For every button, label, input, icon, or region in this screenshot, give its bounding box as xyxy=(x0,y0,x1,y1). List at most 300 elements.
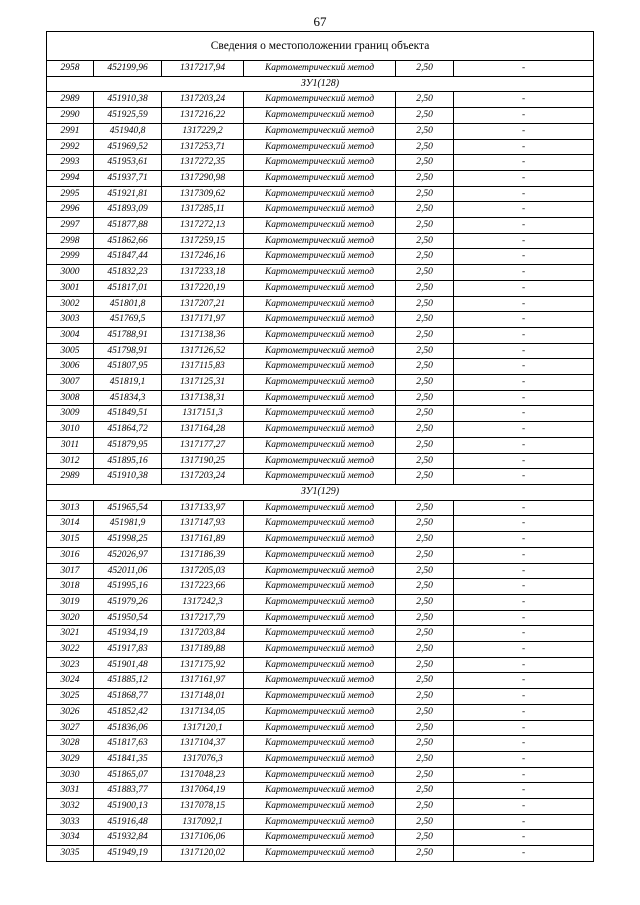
point-number-cell: 2989 xyxy=(47,469,94,485)
description-cell: - xyxy=(454,846,594,862)
x-coordinate-cell: 451953,61 xyxy=(94,155,162,171)
y-coordinate-cell: 1317120,1 xyxy=(162,720,244,736)
table-row xyxy=(47,327,594,343)
method-cell: Картометрический метод xyxy=(244,406,396,422)
accuracy-cell: 2,50 xyxy=(396,422,454,438)
description-cell: - xyxy=(454,673,594,689)
x-coordinate-cell: 451769,5 xyxy=(94,312,162,328)
y-coordinate-cell: 1317189,88 xyxy=(162,642,244,658)
method-cell: Картометрический метод xyxy=(244,359,396,375)
method-cell: Картометрический метод xyxy=(244,186,396,202)
method-cell: Картометрический метод xyxy=(244,767,396,783)
description-cell: - xyxy=(454,579,594,595)
accuracy-cell: 2,50 xyxy=(396,642,454,658)
method-cell: Картометрический метод xyxy=(244,139,396,155)
point-number-cell: 3023 xyxy=(47,657,94,673)
description-cell: - xyxy=(454,516,594,532)
description-cell: - xyxy=(454,312,594,328)
table-row xyxy=(47,500,594,516)
method-cell: Картометрический метод xyxy=(244,846,396,862)
method-cell: Картометрический метод xyxy=(244,123,396,139)
x-coordinate-cell: 451916,48 xyxy=(94,814,162,830)
table-row xyxy=(47,170,594,186)
y-coordinate-cell: 1317233,18 xyxy=(162,265,244,281)
point-number-cell: 3027 xyxy=(47,720,94,736)
point-number-cell: 2997 xyxy=(47,218,94,234)
table-row xyxy=(47,233,594,249)
x-coordinate-cell: 451841,35 xyxy=(94,751,162,767)
x-coordinate-cell: 451798,91 xyxy=(94,343,162,359)
method-cell: Картометрический метод xyxy=(244,296,396,312)
y-coordinate-cell: 1317161,89 xyxy=(162,532,244,548)
x-coordinate-cell: 451817,01 xyxy=(94,280,162,296)
section-header-row xyxy=(47,484,594,500)
point-number-cell: 3012 xyxy=(47,453,94,469)
y-coordinate-cell: 1317272,35 xyxy=(162,155,244,171)
point-number-cell: 3008 xyxy=(47,390,94,406)
y-coordinate-cell: 1317203,84 xyxy=(162,626,244,642)
accuracy-cell: 2,50 xyxy=(396,327,454,343)
x-coordinate-cell: 451832,23 xyxy=(94,265,162,281)
table-row xyxy=(47,642,594,658)
boundary-coordinates-table xyxy=(46,31,594,862)
accuracy-cell: 2,50 xyxy=(396,108,454,124)
method-cell: Картометрический метод xyxy=(244,830,396,846)
point-number-cell: 2998 xyxy=(47,233,94,249)
method-cell: Картометрический метод xyxy=(244,594,396,610)
point-number-cell: 2989 xyxy=(47,92,94,108)
accuracy-cell: 2,50 xyxy=(396,343,454,359)
table-row xyxy=(47,751,594,767)
table-body xyxy=(47,61,594,862)
x-coordinate-cell: 451788,91 xyxy=(94,327,162,343)
y-coordinate-cell: 1317106,06 xyxy=(162,830,244,846)
method-cell: Картометрический метод xyxy=(244,155,396,171)
method-cell: Картометрический метод xyxy=(244,579,396,595)
accuracy-cell: 2,50 xyxy=(396,453,454,469)
description-cell: - xyxy=(454,532,594,548)
accuracy-cell: 2,50 xyxy=(396,500,454,516)
table-row xyxy=(47,799,594,815)
point-number-cell: 3010 xyxy=(47,422,94,438)
point-number-cell: 3007 xyxy=(47,375,94,391)
method-cell: Картометрический метод xyxy=(244,327,396,343)
description-cell: - xyxy=(454,657,594,673)
table-row xyxy=(47,689,594,705)
point-number-cell: 2995 xyxy=(47,186,94,202)
description-cell: - xyxy=(454,108,594,124)
description-cell: - xyxy=(454,642,594,658)
accuracy-cell: 2,50 xyxy=(396,626,454,642)
accuracy-cell: 2,50 xyxy=(396,61,454,77)
table-row xyxy=(47,610,594,626)
method-cell: Картометрический метод xyxy=(244,233,396,249)
table-row xyxy=(47,673,594,689)
x-coordinate-cell: 451862,66 xyxy=(94,233,162,249)
method-cell: Картометрический метод xyxy=(244,437,396,453)
method-cell: Картометрический метод xyxy=(244,375,396,391)
y-coordinate-cell: 1317133,97 xyxy=(162,500,244,516)
x-coordinate-cell: 451885,12 xyxy=(94,673,162,689)
method-cell: Картометрический метод xyxy=(244,343,396,359)
accuracy-cell: 2,50 xyxy=(396,767,454,783)
y-coordinate-cell: 1317151,3 xyxy=(162,406,244,422)
x-coordinate-cell: 451868,77 xyxy=(94,689,162,705)
table-row xyxy=(47,61,594,77)
accuracy-cell: 2,50 xyxy=(396,610,454,626)
table-row xyxy=(47,390,594,406)
point-number-cell: 3024 xyxy=(47,673,94,689)
accuracy-cell: 2,50 xyxy=(396,375,454,391)
accuracy-cell: 2,50 xyxy=(396,751,454,767)
y-coordinate-cell: 1317115,83 xyxy=(162,359,244,375)
description-cell: - xyxy=(454,343,594,359)
accuracy-cell: 2,50 xyxy=(396,170,454,186)
table-row xyxy=(47,453,594,469)
table-row xyxy=(47,437,594,453)
y-coordinate-cell: 1317092,1 xyxy=(162,814,244,830)
table-row xyxy=(47,139,594,155)
x-coordinate-cell: 451917,83 xyxy=(94,642,162,658)
method-cell: Картометрический метод xyxy=(244,814,396,830)
point-number-cell: 3005 xyxy=(47,343,94,359)
table-row xyxy=(47,422,594,438)
table-row xyxy=(47,767,594,783)
point-number-cell: 3003 xyxy=(47,312,94,328)
accuracy-cell: 2,50 xyxy=(396,202,454,218)
method-cell: Картометрический метод xyxy=(244,532,396,548)
point-number-cell: 2993 xyxy=(47,155,94,171)
table-row xyxy=(47,406,594,422)
description-cell: - xyxy=(454,594,594,610)
x-coordinate-cell: 451965,54 xyxy=(94,500,162,516)
method-cell: Картометрический метод xyxy=(244,751,396,767)
description-cell: - xyxy=(454,139,594,155)
description-cell: - xyxy=(454,767,594,783)
description-cell: - xyxy=(454,751,594,767)
x-coordinate-cell: 451864,72 xyxy=(94,422,162,438)
description-cell: - xyxy=(454,704,594,720)
description-cell: - xyxy=(454,547,594,563)
description-cell: - xyxy=(454,736,594,752)
method-cell: Картометрический метод xyxy=(244,265,396,281)
y-coordinate-cell: 1317186,39 xyxy=(162,547,244,563)
x-coordinate-cell: 451921,81 xyxy=(94,186,162,202)
method-cell: Картометрический метод xyxy=(244,642,396,658)
accuracy-cell: 2,50 xyxy=(396,846,454,862)
accuracy-cell: 2,50 xyxy=(396,814,454,830)
description-cell: - xyxy=(454,563,594,579)
method-cell: Картометрический метод xyxy=(244,108,396,124)
method-cell: Картометрический метод xyxy=(244,218,396,234)
table-row xyxy=(47,720,594,736)
x-coordinate-cell: 451849,51 xyxy=(94,406,162,422)
x-coordinate-cell: 451834,3 xyxy=(94,390,162,406)
method-cell: Картометрический метод xyxy=(244,720,396,736)
table-row xyxy=(47,92,594,108)
table-row xyxy=(47,579,594,595)
page-number: 67 xyxy=(313,14,327,29)
method-cell: Картометрический метод xyxy=(244,280,396,296)
method-cell: Картометрический метод xyxy=(244,422,396,438)
accuracy-cell: 2,50 xyxy=(396,720,454,736)
x-coordinate-cell: 451877,88 xyxy=(94,218,162,234)
x-coordinate-cell: 451949,19 xyxy=(94,846,162,862)
point-number-cell: 3018 xyxy=(47,579,94,595)
method-cell: Картометрический метод xyxy=(244,563,396,579)
description-cell: - xyxy=(454,186,594,202)
accuracy-cell: 2,50 xyxy=(396,359,454,375)
table-row xyxy=(47,736,594,752)
description-cell: - xyxy=(454,610,594,626)
y-coordinate-cell: 1317259,15 xyxy=(162,233,244,249)
y-coordinate-cell: 1317285,11 xyxy=(162,202,244,218)
point-number-cell: 3014 xyxy=(47,516,94,532)
point-number-cell: 3029 xyxy=(47,751,94,767)
point-number-cell: 2990 xyxy=(47,108,94,124)
table-row xyxy=(47,312,594,328)
section-label: ЗУ1(129) xyxy=(47,484,594,500)
table-row xyxy=(47,532,594,548)
point-number-cell: 3009 xyxy=(47,406,94,422)
x-coordinate-cell: 451995,16 xyxy=(94,579,162,595)
description-cell: - xyxy=(454,155,594,171)
description-cell: - xyxy=(454,783,594,799)
y-coordinate-cell: 1317205,03 xyxy=(162,563,244,579)
method-cell: Картометрический метод xyxy=(244,547,396,563)
point-number-cell: 3004 xyxy=(47,327,94,343)
table-row xyxy=(47,343,594,359)
y-coordinate-cell: 1317207,21 xyxy=(162,296,244,312)
y-coordinate-cell: 1317104,37 xyxy=(162,736,244,752)
table-row xyxy=(47,704,594,720)
point-number-cell: 2999 xyxy=(47,249,94,265)
y-coordinate-cell: 1317161,97 xyxy=(162,673,244,689)
point-number-cell: 3019 xyxy=(47,594,94,610)
x-coordinate-cell: 451801,8 xyxy=(94,296,162,312)
x-coordinate-cell: 451969,52 xyxy=(94,139,162,155)
method-cell: Картометрический метод xyxy=(244,516,396,532)
point-number-cell: 3032 xyxy=(47,799,94,815)
accuracy-cell: 2,50 xyxy=(396,736,454,752)
table-row xyxy=(47,814,594,830)
y-coordinate-cell: 1317190,25 xyxy=(162,453,244,469)
y-coordinate-cell: 1317064,19 xyxy=(162,783,244,799)
y-coordinate-cell: 1317229,2 xyxy=(162,123,244,139)
x-coordinate-cell: 451807,95 xyxy=(94,359,162,375)
x-coordinate-cell: 451865,07 xyxy=(94,767,162,783)
accuracy-cell: 2,50 xyxy=(396,783,454,799)
y-coordinate-cell: 1317076,3 xyxy=(162,751,244,767)
description-cell: - xyxy=(454,720,594,736)
point-number-cell: 3002 xyxy=(47,296,94,312)
method-cell: Картометрический метод xyxy=(244,799,396,815)
table-title-row xyxy=(47,32,594,61)
table-row xyxy=(47,265,594,281)
method-cell: Картометрический метод xyxy=(244,469,396,485)
point-number-cell: 3016 xyxy=(47,547,94,563)
method-cell: Картометрический метод xyxy=(244,390,396,406)
accuracy-cell: 2,50 xyxy=(396,186,454,202)
point-number-cell: 2994 xyxy=(47,170,94,186)
accuracy-cell: 2,50 xyxy=(396,296,454,312)
description-cell: - xyxy=(454,375,594,391)
accuracy-cell: 2,50 xyxy=(396,799,454,815)
y-coordinate-cell: 1317138,31 xyxy=(162,390,244,406)
accuracy-cell: 2,50 xyxy=(396,563,454,579)
point-number-cell: 2992 xyxy=(47,139,94,155)
table-row xyxy=(47,626,594,642)
method-cell: Картометрический метод xyxy=(244,626,396,642)
x-coordinate-cell: 451925,59 xyxy=(94,108,162,124)
y-coordinate-cell: 1317220,19 xyxy=(162,280,244,296)
point-number-cell: 3030 xyxy=(47,767,94,783)
x-coordinate-cell: 451819,1 xyxy=(94,375,162,391)
table-row xyxy=(47,563,594,579)
y-coordinate-cell: 1317175,92 xyxy=(162,657,244,673)
table-row xyxy=(47,846,594,862)
accuracy-cell: 2,50 xyxy=(396,390,454,406)
table-row xyxy=(47,155,594,171)
y-coordinate-cell: 1317177,27 xyxy=(162,437,244,453)
accuracy-cell: 2,50 xyxy=(396,155,454,171)
method-cell: Картометрический метод xyxy=(244,61,396,77)
table-row xyxy=(47,108,594,124)
y-coordinate-cell: 1317242,3 xyxy=(162,594,244,610)
description-cell: - xyxy=(454,296,594,312)
description-cell: - xyxy=(454,233,594,249)
description-cell: - xyxy=(454,265,594,281)
x-coordinate-cell: 451847,44 xyxy=(94,249,162,265)
y-coordinate-cell: 1317134,05 xyxy=(162,704,244,720)
description-cell: - xyxy=(454,500,594,516)
accuracy-cell: 2,50 xyxy=(396,437,454,453)
table-row xyxy=(47,516,594,532)
accuracy-cell: 2,50 xyxy=(396,547,454,563)
x-coordinate-cell: 452199,96 xyxy=(94,61,162,77)
y-coordinate-cell: 1317217,94 xyxy=(162,61,244,77)
y-coordinate-cell: 1317217,79 xyxy=(162,610,244,626)
point-number-cell: 3017 xyxy=(47,563,94,579)
accuracy-cell: 2,50 xyxy=(396,265,454,281)
accuracy-cell: 2,50 xyxy=(396,249,454,265)
x-coordinate-cell: 452011,06 xyxy=(94,563,162,579)
accuracy-cell: 2,50 xyxy=(396,830,454,846)
y-coordinate-cell: 1317290,98 xyxy=(162,170,244,186)
accuracy-cell: 2,50 xyxy=(396,92,454,108)
table-row xyxy=(47,469,594,485)
y-coordinate-cell: 1317147,93 xyxy=(162,516,244,532)
x-coordinate-cell: 451934,19 xyxy=(94,626,162,642)
description-cell: - xyxy=(454,626,594,642)
description-cell: - xyxy=(454,359,594,375)
description-cell: - xyxy=(454,280,594,296)
accuracy-cell: 2,50 xyxy=(396,516,454,532)
x-coordinate-cell: 451900,13 xyxy=(94,799,162,815)
description-cell: - xyxy=(454,469,594,485)
table-row xyxy=(47,657,594,673)
table-row xyxy=(47,202,594,218)
method-cell: Картометрический метод xyxy=(244,783,396,799)
method-cell: Картометрический метод xyxy=(244,500,396,516)
y-coordinate-cell: 1317203,24 xyxy=(162,469,244,485)
x-coordinate-cell: 451893,09 xyxy=(94,202,162,218)
table-row xyxy=(47,783,594,799)
x-coordinate-cell: 451910,38 xyxy=(94,469,162,485)
table-row xyxy=(47,218,594,234)
accuracy-cell: 2,50 xyxy=(396,594,454,610)
section-label: ЗУ1(128) xyxy=(47,76,594,92)
table-row xyxy=(47,359,594,375)
table-row xyxy=(47,296,594,312)
point-number-cell: 3028 xyxy=(47,736,94,752)
description-cell: - xyxy=(454,202,594,218)
description-cell: - xyxy=(454,249,594,265)
table-row xyxy=(47,123,594,139)
method-cell: Картометрический метод xyxy=(244,249,396,265)
y-coordinate-cell: 1317203,24 xyxy=(162,92,244,108)
point-number-cell: 2958 xyxy=(47,61,94,77)
table-row xyxy=(47,375,594,391)
point-number-cell: 3035 xyxy=(47,846,94,862)
y-coordinate-cell: 1317078,15 xyxy=(162,799,244,815)
table-row xyxy=(47,186,594,202)
accuracy-cell: 2,50 xyxy=(396,704,454,720)
table-row xyxy=(47,594,594,610)
table-row xyxy=(47,830,594,846)
x-coordinate-cell: 451879,95 xyxy=(94,437,162,453)
x-coordinate-cell: 451852,42 xyxy=(94,704,162,720)
x-coordinate-cell: 451940,8 xyxy=(94,123,162,139)
description-cell: - xyxy=(454,123,594,139)
accuracy-cell: 2,50 xyxy=(396,139,454,155)
x-coordinate-cell: 451981,9 xyxy=(94,516,162,532)
point-number-cell: 3033 xyxy=(47,814,94,830)
point-number-cell: 3015 xyxy=(47,532,94,548)
table-row xyxy=(47,249,594,265)
y-coordinate-cell: 1317309,62 xyxy=(162,186,244,202)
y-coordinate-cell: 1317253,71 xyxy=(162,139,244,155)
accuracy-cell: 2,50 xyxy=(396,532,454,548)
y-coordinate-cell: 1317223,66 xyxy=(162,579,244,595)
description-cell: - xyxy=(454,92,594,108)
accuracy-cell: 2,50 xyxy=(396,280,454,296)
y-coordinate-cell: 1317138,36 xyxy=(162,327,244,343)
point-number-cell: 3034 xyxy=(47,830,94,846)
description-cell: - xyxy=(454,327,594,343)
y-coordinate-cell: 1317120,02 xyxy=(162,846,244,862)
accuracy-cell: 2,50 xyxy=(396,673,454,689)
table-row xyxy=(47,280,594,296)
accuracy-cell: 2,50 xyxy=(396,657,454,673)
description-cell: - xyxy=(454,814,594,830)
accuracy-cell: 2,50 xyxy=(396,218,454,234)
y-coordinate-cell: 1317148,01 xyxy=(162,689,244,705)
accuracy-cell: 2,50 xyxy=(396,469,454,485)
description-cell: - xyxy=(454,799,594,815)
point-number-cell: 3026 xyxy=(47,704,94,720)
y-coordinate-cell: 1317272,13 xyxy=(162,218,244,234)
accuracy-cell: 2,50 xyxy=(396,406,454,422)
point-number-cell: 3001 xyxy=(47,280,94,296)
y-coordinate-cell: 1317048,23 xyxy=(162,767,244,783)
point-number-cell: 3020 xyxy=(47,610,94,626)
x-coordinate-cell: 451910,38 xyxy=(94,92,162,108)
method-cell: Картометрический метод xyxy=(244,689,396,705)
description-cell: - xyxy=(454,453,594,469)
point-number-cell: 3006 xyxy=(47,359,94,375)
x-coordinate-cell: 451998,25 xyxy=(94,532,162,548)
